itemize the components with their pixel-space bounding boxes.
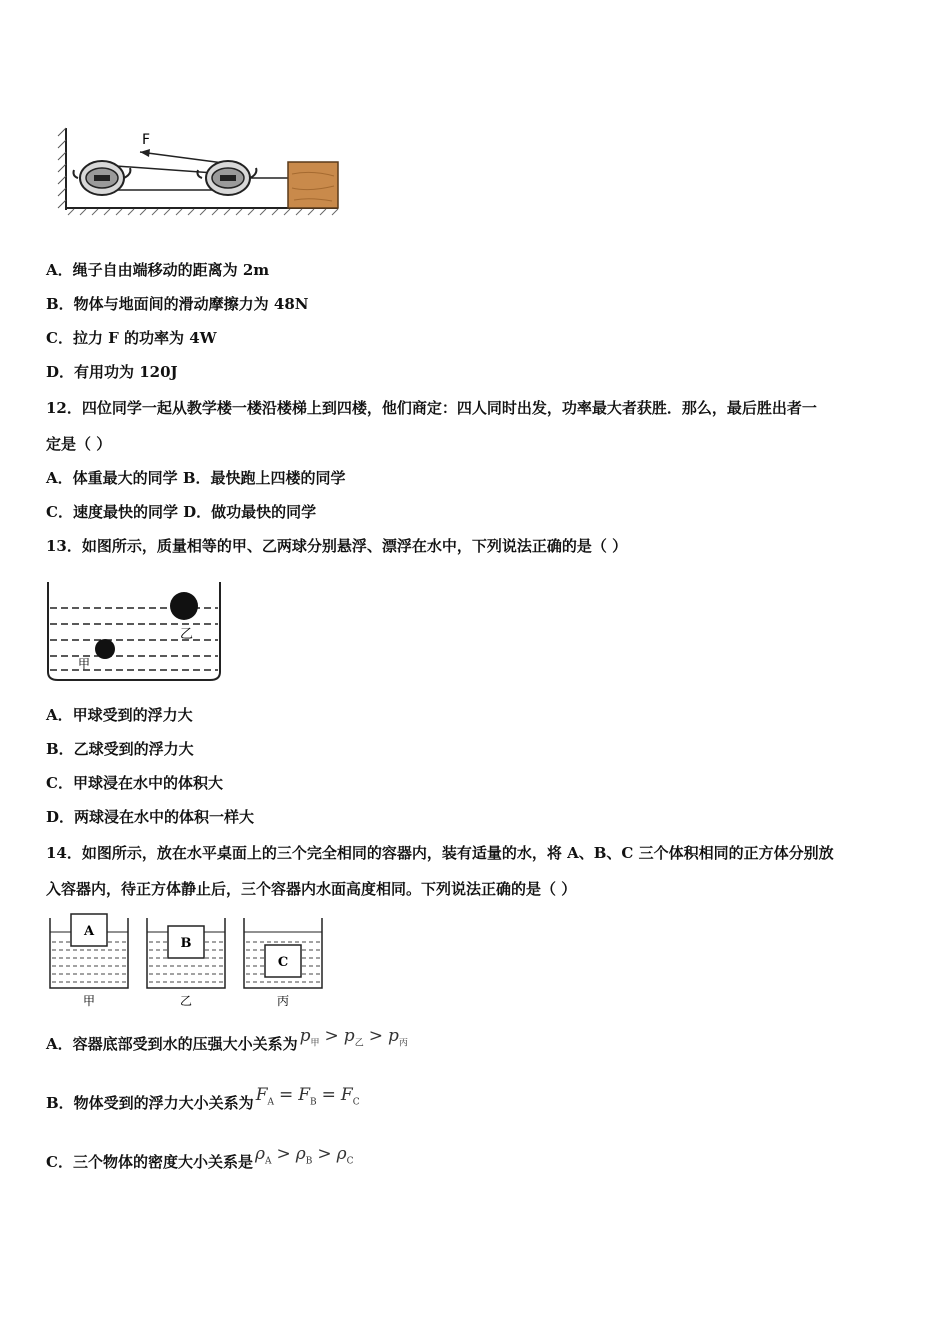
container-jia: [50, 914, 128, 1008]
buoyancy-relation: $F_A = F_B = F_C$: [255, 1085, 360, 1108]
container-jia-label: 甲: [82, 994, 96, 1008]
ball-jia: [95, 639, 115, 659]
container-bing-label: 丙: [276, 994, 290, 1008]
q13-stem: 13．如图所示，质量相等的甲、乙两球分别悬浮、漂浮在水中，下列说法正确的是（ ）: [46, 537, 628, 555]
q14-option-c-text: C．三个物体的密度大小关系是: [46, 1153, 253, 1171]
q12-options-row1: A．体重最大的同学 B．最快跑上四楼的同学: [46, 469, 346, 487]
container-bing: [244, 918, 322, 1008]
q13-option-a: A．甲球受到的浮力大: [46, 706, 193, 724]
q11-option-b: B．物体与地面间的滑动摩擦力为 48N: [46, 295, 309, 313]
water-tank-figure: [44, 580, 224, 686]
q13-option-b: B．乙球受到的浮力大: [46, 740, 194, 758]
container-yi-label: 乙: [179, 994, 193, 1008]
q12-stem-line2: 定是（ ）: [46, 435, 112, 453]
block-c-label: C: [277, 955, 289, 970]
pulley-figure: [56, 126, 346, 218]
block-b-label: B: [180, 936, 192, 951]
q14-option-c: [46, 1144, 354, 1179]
pressure-relation: $p_甲 > p_乙 > p_丙$: [299, 1026, 408, 1049]
q12-options-row2: C．速度最快的同学 D．做功最快的同学: [46, 503, 317, 521]
ball-yi: [170, 592, 198, 620]
q11-option-c: C．拉力 F 的功率为 4W: [46, 329, 217, 347]
density-relation: $\rho_A > \rho_B > \rho_C$: [254, 1144, 354, 1167]
q14-option-a-text: A．容器底部受到水的压强大小关系为: [46, 1035, 298, 1053]
q13-option-c: C．甲球浸在水中的体积大: [46, 774, 223, 792]
q13-option-d: D．两球浸在水中的体积一样大: [46, 808, 255, 826]
force-label: F: [142, 132, 151, 148]
block-a-label: A: [83, 924, 95, 939]
q14-option-b: [46, 1085, 360, 1120]
label-jia: 甲: [78, 657, 91, 671]
containers-figure: [44, 912, 334, 1012]
q11-option-d: D．有用功为 120J: [46, 363, 178, 381]
q14-option-b-text: B．物体受到的浮力大小关系为: [46, 1094, 254, 1112]
container-yi: [147, 918, 225, 1008]
q14-option-a: [46, 1026, 408, 1061]
q11-option-a: A．绳子自由端移动的距离为 2m: [46, 261, 270, 279]
q14-stem-line1: 14．如图所示，放在水平桌面上的三个完全相同的容器内，装有适量的水，将 A、B、C 三个体积相同的正方体分别放: [46, 844, 834, 862]
q14-stem-line2: 入容器内，待正方体静止后，三个容器内水面高度相同。下列说法正确的是（ ）: [46, 880, 577, 898]
q12-stem-line1: 12．四位同学一起从教学楼一楼沿楼梯上到四楼，他们商定：四人同时出发，功率最大者获胜．那么，最后胜出者一: [46, 399, 817, 417]
label-yi: 乙: [180, 627, 194, 642]
